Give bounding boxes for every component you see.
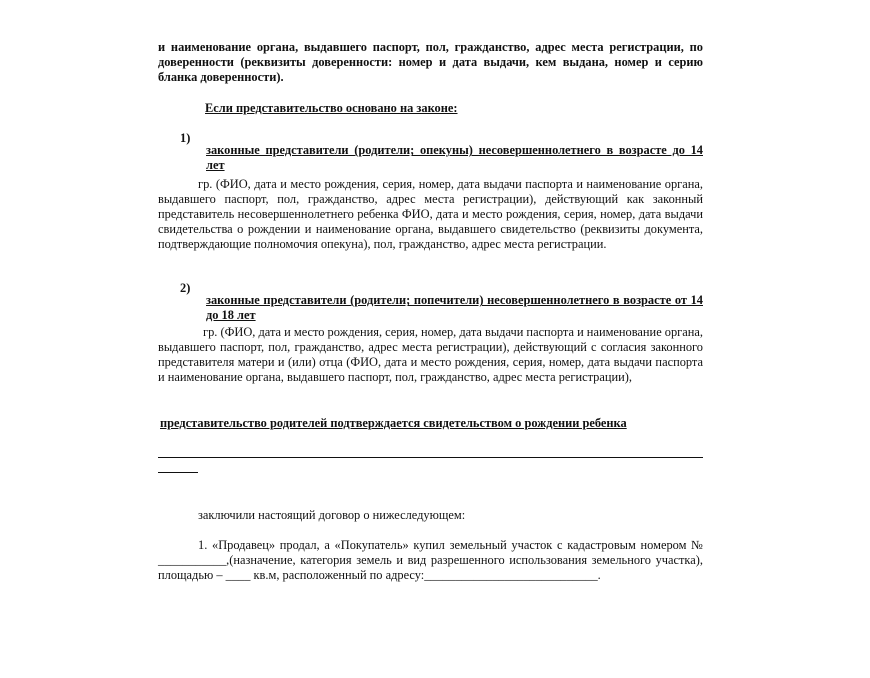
item1-number: 1)	[180, 131, 191, 145]
item1-body: гр. (ФИО, дата и место рождения, серия, номер, дата выдачи паспорта и наименование органа, выдавшего паспорт, пол, гражданство, адрес места регистрации), действующий как законный представитель несовершеннолетнего ребенка ФИО, дата и место рождения, серия, номер, дата выдачи свидетельства о рождении и наименование органа, выдавшего свидетельство (реквизиты документа, подтверждающие полномочия опекуна), пол, гражданство, адрес места регистрации.	[158, 177, 703, 251]
item2-title: законные представители (родители; попечители) несовершеннолетнего в возрасте от 14 до 18 лет	[206, 293, 703, 323]
item1-title: законные представители (родители; опекуны) несовершеннолетнего в возрасте до 14 лет	[206, 143, 703, 173]
clause-1: 1. «Продавец» продал, а «Покупатель» купил земельный участок с кадастровым номером № ___________,(назначение, категория земель и вид разрешенного использования земельного участка), площадью – ____ кв.м, расположенный по адресу:____________________________.	[158, 538, 703, 582]
blank-line-continuation	[158, 472, 198, 473]
concluded-text: заключили настоящий договор о нижеследующем:	[198, 508, 466, 522]
parents-note: представительство родителей подтверждается свидетельством о рождении ребенка	[160, 416, 627, 430]
law-heading: Если представительство основано на законе:	[205, 101, 458, 115]
intro-paragraph: и наименование органа, выдавшего паспорт, пол, гражданство, адрес места регистрации, по доверенности (реквизиты доверенности: номер и дата выдачи, кем выдана, номер и серию бланка доверенности).	[158, 40, 703, 84]
blank-line	[158, 457, 703, 458]
item2-body: гр. (ФИО, дата и место рождения, серия, номер, дата выдачи паспорта и наименование органа, выдавшего паспорт, пол, гражданство, адрес места регистрации), действующий с согласия законного представителя матери и (или) отца (ФИО, дата и место рождения, серия, номер, дата выдачи паспорта и наименование органа, выдавшего паспорт, пол, гражданство, адрес места регистрации),	[158, 325, 703, 384]
item2-number: 2)	[180, 281, 191, 295]
